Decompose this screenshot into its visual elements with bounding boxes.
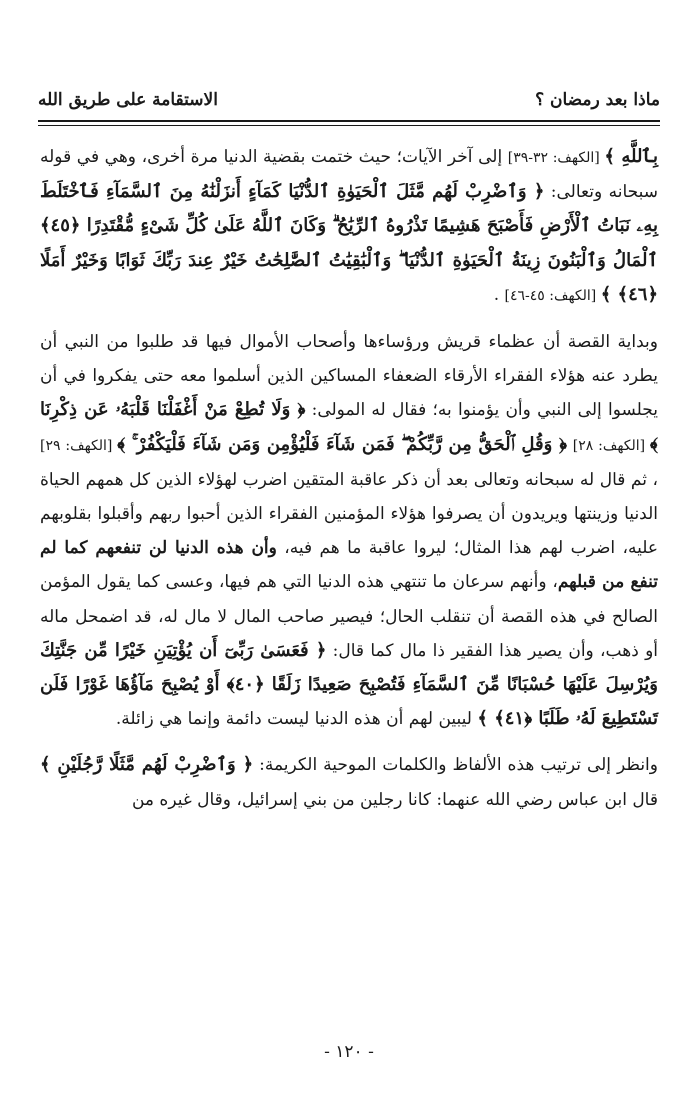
running-header xyxy=(38,88,660,116)
body-text: وانظر إلى ترتيب هذه الألفاظ والكلمات الموحية الكريمة: xyxy=(253,755,658,776)
verse-reference: [الكهف: ٤٥-٤٦] xyxy=(504,287,601,304)
page-body xyxy=(40,140,658,829)
body-text: قال ابن عباس رضي الله عنهما: كانا رجلين من بني إسرائيل، وقال غيره من xyxy=(131,789,658,810)
quran-verse: ﴿ وَلَا تُطِعْ مَنْ أَغْفَلْنَا قَلْبَهُۥ عَن ذِكْرِنَا ﴾ xyxy=(40,399,658,455)
header-rule xyxy=(38,120,660,122)
verse-reference: [الكهف: ٢٩] xyxy=(40,437,118,454)
body-text: وبداية القصة أن عظماء قريش ورؤساءها وأصحاب الأموال فيها قد طلبوا من النبي أن يطرد عنه هؤلاء الفقراء الأرقاء الضعفاء المساكين الذين أسلموا معه حتى يفكروا في أن يجلسوا إلى النبي وأن يؤمنوا به؛ فقال له المولى: xyxy=(40,332,658,421)
verse-reference: [الكهف: ٢٨] xyxy=(572,437,651,454)
quran-verse: ﴿ وَٱضْرِبْ لَهُم مَّثَلَ ٱلْحَيَوٰةِ ٱلدُّنْيَا كَمَآءٍ أَنزَلْنَٰهُ مِنَ ٱلسَّمَآءِ فَٱخْتَلَطَ بِهِۦ نَبَاتُ ٱلْأَرْضِ فَأَصْبَحَ هَشِيمًا تَذْرُوهُ ٱلرِّيَٰحُ ۗ وَكَانَ ٱللَّهُ عَلَىٰ كُلِّ شَىْءٍ مُّقْتَدِرًا ﴿٤٥﴾ ٱلْمَالُ وَٱلْبَنُونَ زِينَةُ ٱلْحَيَوٰةِ ٱلدُّنْيَا ۖ وَٱلْبَٰقِيَٰتُ ٱلصَّٰلِحَٰتُ خَيْرٌ عِندَ رَبِّكَ ثَوَابًا وَخَيْرٌ أَمَلًا ﴿٤٦﴾ ﴾ xyxy=(40,181,658,305)
quran-verse: بِٱللَّهِ ﴾ xyxy=(604,146,658,167)
body-text: ليبين لهم أن هذه الدنيا ليست دائمة وإنما هي زائلة. xyxy=(115,709,478,730)
body-text: ، وأنهم سرعان ما تنتهي هذه الدنيا التي هم فيها، وعسى كما يقول المؤمن الصالح في هذه القصة أن تنقلب الحال؛ فيصير صاحب المال لا مال له، قد اضمحل ماله أو ذهب، وأن يصير هذا الفقير ذا مال كما قال: xyxy=(40,572,658,661)
paragraph xyxy=(40,325,658,736)
verse-reference: [الكهف: ٣٢-٣٩] xyxy=(507,150,605,166)
quran-verse: ﴿ فَعَسَىٰ رَبِّىٓ أَن يُؤْتِيَنِ خَيْرًا مِّن جَنَّتِكَ وَيُرْسِلَ عَلَيْهَا حُسْبَانًا مِّنَ ٱلسَّمَآءِ فَتُصْبِحَ صَعِيدًا زَلَقًا ﴿٤٠﴾ أَوْ يُصْبِحَ مَآؤُهَا غَوْرًا فَلَن تَسْتَطِيعَ لَهُۥ طَلَبًا ﴿٤١﴾ ﴾ xyxy=(40,639,659,730)
quran-verse: ﴿ وَٱضْرِبْ لَهُم مَّثَلًا رَّجُلَيْنِ ﴾ xyxy=(40,754,254,776)
page-number: - ١٢٠ - xyxy=(324,1042,374,1062)
paragraph xyxy=(40,140,658,313)
body-text: ، ثم قال له سبحانه وتعالى بعد أن ذكر عاقبة المتقين اضرب لهؤلاء الذين كل همهم الحياة الدنيا وزينتها ويريدون أن يصرفوا هؤلاء المؤمنين الفقراء الذين أحبوا ربهم وأقبلوا بقلوبهم عليه، اضرب لهم هذا المثال؛ ليروا عاقبة ما هم فيه، xyxy=(40,469,658,559)
header-rule-thin xyxy=(38,125,660,126)
body-text: إلى آخر الآيات؛ حيث ختمت بقضية الدنيا مرة أخرى، وهي في قوله سبحانه وتعالى: xyxy=(40,147,658,203)
paragraph xyxy=(40,748,658,816)
chapter-title: ماذا بعد رمضان ؟ xyxy=(535,90,660,110)
emphasis-text: وأن هذه الدنيا لن تنفعهم كما لم تنفع من قبلهم xyxy=(40,538,658,593)
book-title: الاستقامة على طريق الله xyxy=(38,90,218,110)
body-text: . xyxy=(493,284,505,305)
quran-verse: ﴿ وَقُلِ ٱلْحَقُّ مِن رَّبِّكُمْ ۖ فَمَن شَآءَ فَلْيُؤْمِن وَمَن شَآءَ فَلْيَكْفُرْ ۚ ﴾ xyxy=(117,433,567,455)
